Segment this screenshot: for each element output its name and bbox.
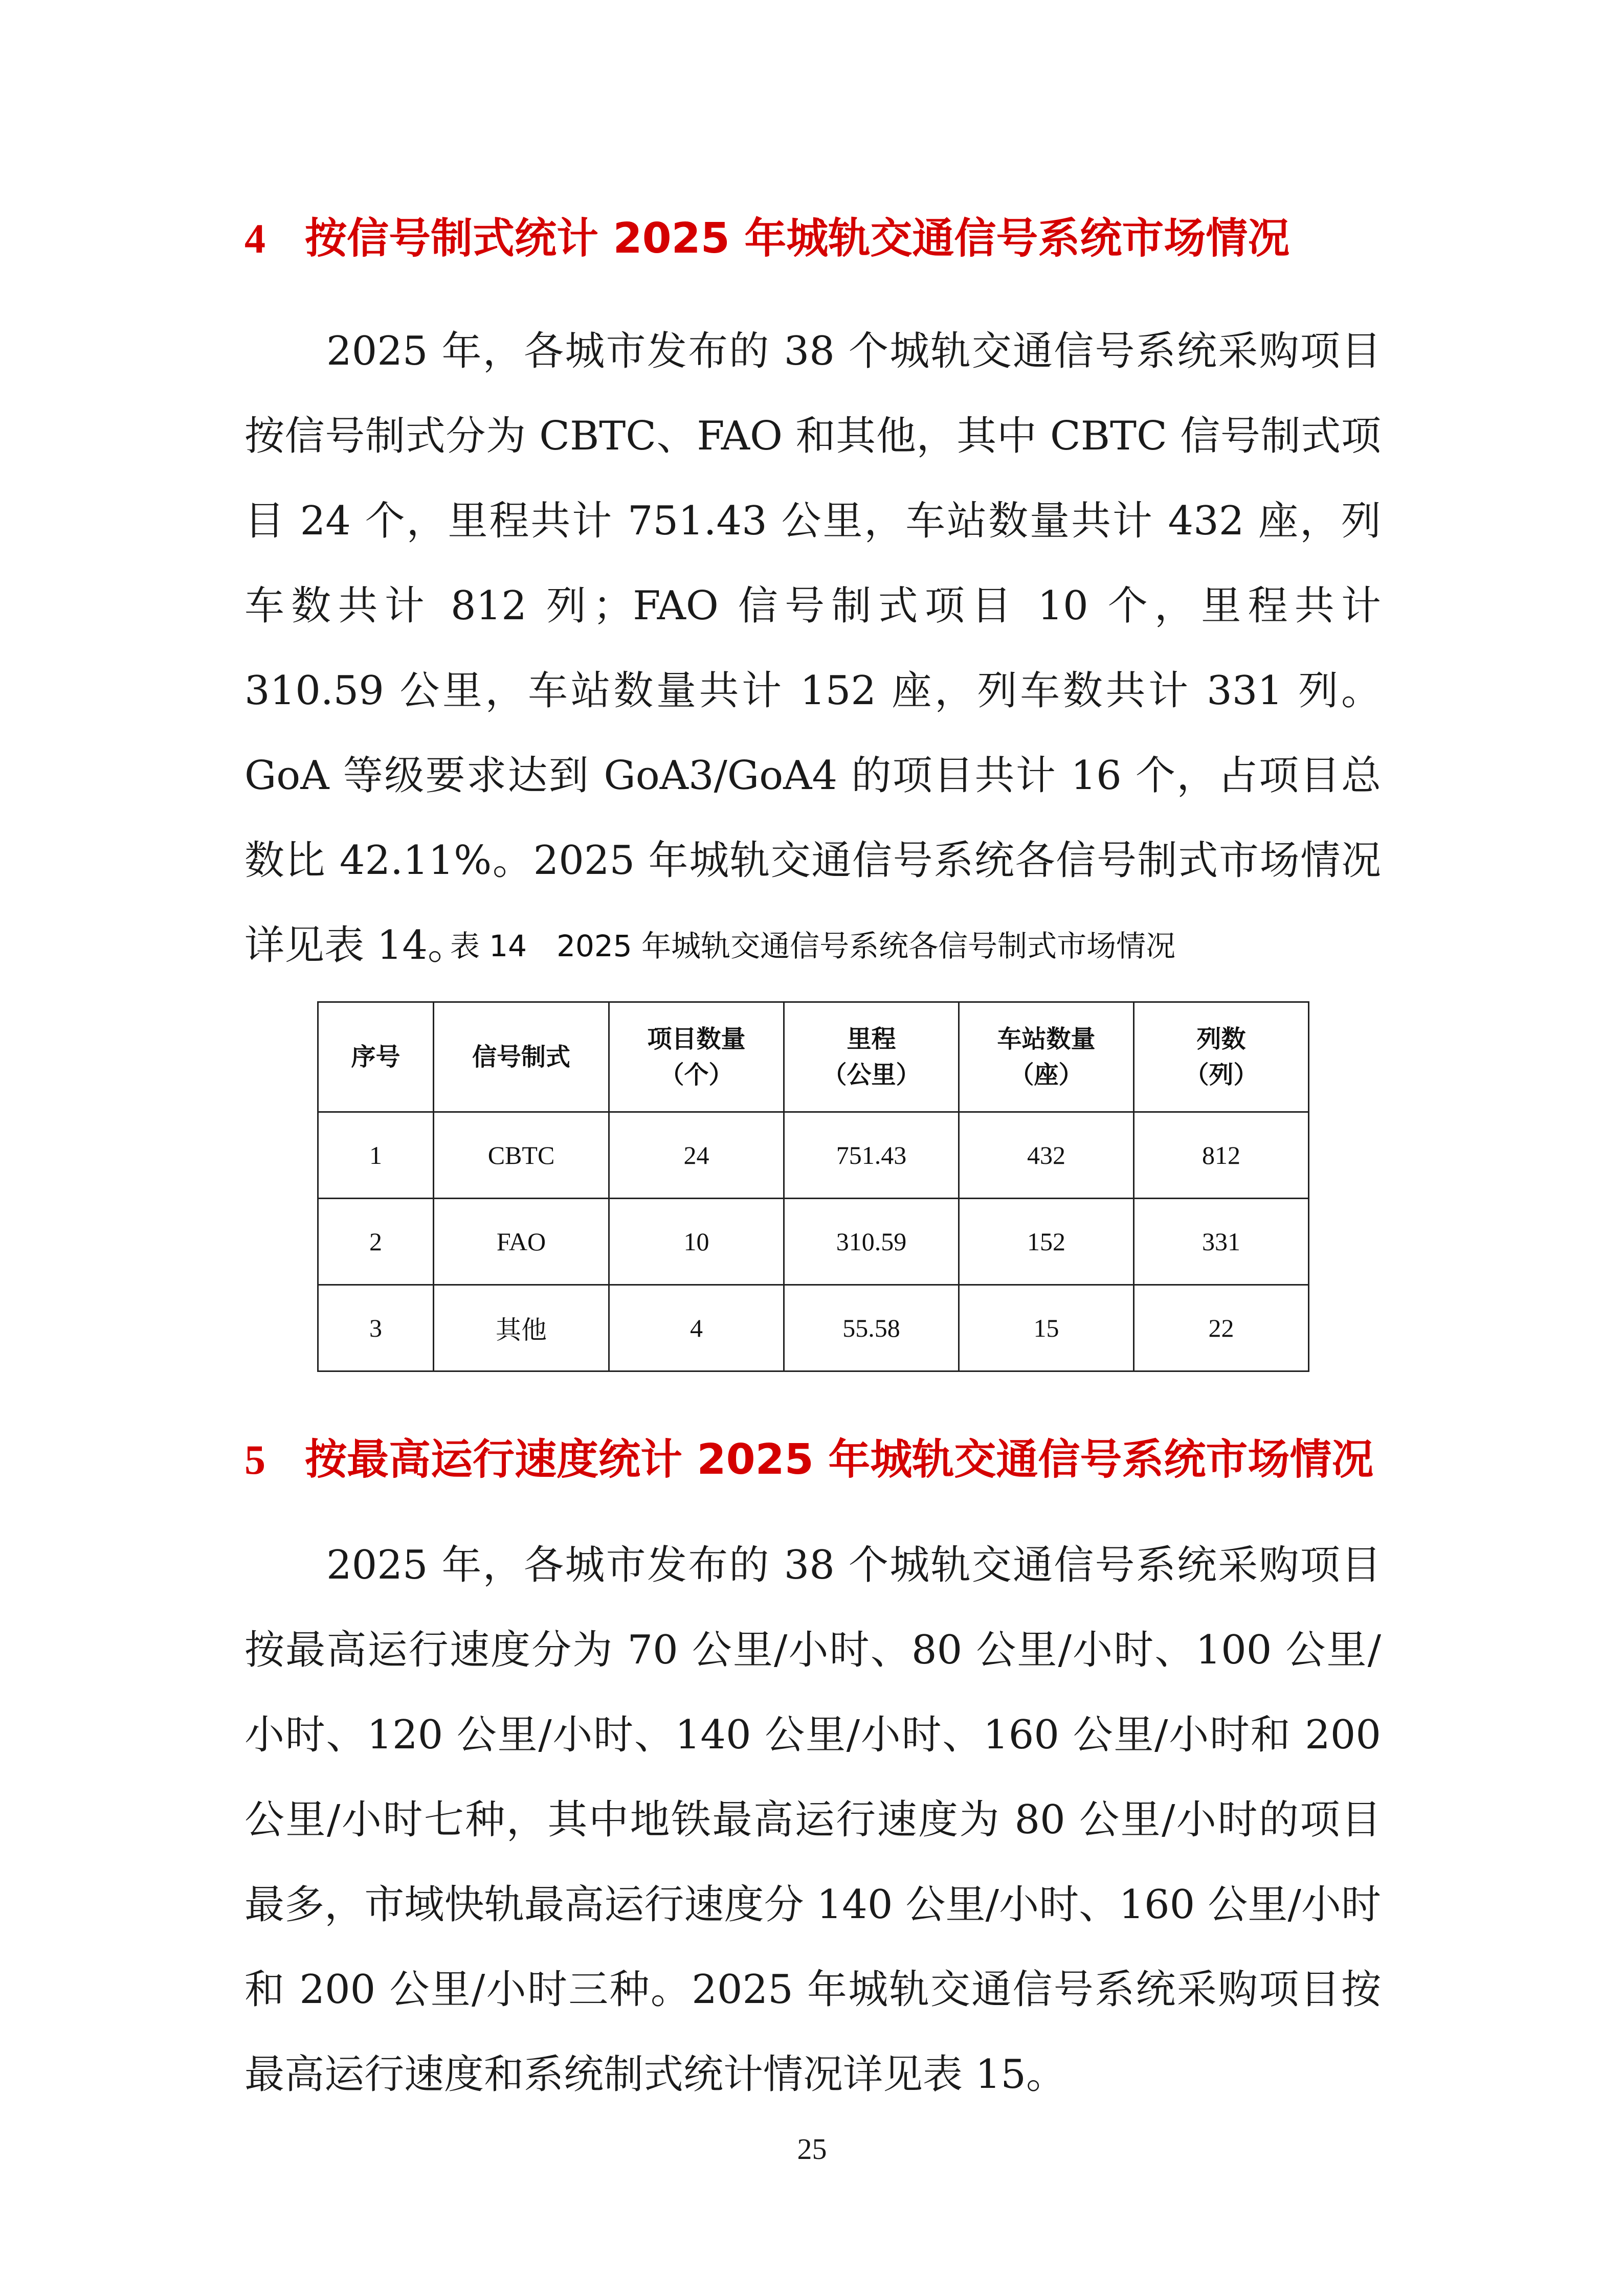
section-4-paragraph: 2025 年，各城市发布的 38 个城轨交通信号系统采购项目按信号制式分为 CBTC、FAO 和其他，其中 CBTC 信号制式项目 24 个，里程共计 751.43 公里，车站数量共计 432 座，列车数共计 812 列；FAO 信号制式项目 10 个，里程共计 310.59 公里，车站数量共计 152 座，列车数共计 331 列。GoA 等级要求达到 GoA3/GoA4 的项目共计 16 个，占项目总数比 42.11%。2025 年城轨交通信号系统各信号制式市场情况详见表 14。 (244, 328, 1381, 969)
table-cell: 24 (609, 1112, 784, 1199)
table-cell: 3 (318, 1285, 434, 1371)
table-cell: 751.43 (784, 1112, 959, 1199)
table-row (318, 1112, 1309, 1199)
header-signal-mode: 信号制式 (434, 1002, 609, 1112)
header-project-count: 项目数量 （个） (609, 1002, 784, 1112)
table-cell: 2 (318, 1199, 434, 1285)
table-cell: 1 (318, 1112, 434, 1199)
table-14-caption: 表 14 2025 年城轨交通信号系统各信号制式市场情况 (450, 929, 1176, 963)
table-cell: 331 (1134, 1199, 1309, 1285)
page-number: 25 (797, 2132, 827, 2166)
table-cell: 4 (609, 1285, 784, 1371)
table-cell: 其他 (434, 1285, 609, 1371)
header-train-count: 列数 （列） (1134, 1002, 1309, 1112)
header-station-count: 车站数量 （座） (959, 1002, 1134, 1112)
table-row (318, 1199, 1309, 1285)
table-header-row (318, 1002, 1309, 1112)
table-cell: 310.59 (784, 1199, 959, 1285)
section-5-number: 5 (244, 1436, 265, 1483)
section-5-heading (244, 1432, 1390, 1488)
header-index: 序号 (318, 1002, 434, 1112)
table-cell: 55.58 (784, 1285, 959, 1371)
section-5-paragraph: 2025 年，各城市发布的 38 个城轨交通信号系统采购项目按最高运行速度分为 70 公里/小时、80 公里/小时、100 公里/小时、120 公里/小时、140 公里/小时、160 公里/小时和 200 公里/小时七种，其中地铁最高运行速度为 80 公里/小时的项目最多，市域快轨最高运行速度分 140 公里/小时、160 公里/小时和 200 公里/小时三种。2025 年城轨交通信号系统采购项目按最高运行速度和系统制式统计情况详见表 15。 (244, 1542, 1381, 2098)
table-cell: FAO (434, 1199, 609, 1285)
table-cell: 22 (1134, 1285, 1309, 1371)
table-cell: 152 (959, 1199, 1134, 1285)
table-cell: 10 (609, 1199, 784, 1285)
table-cell: 15 (959, 1285, 1134, 1371)
section-5-title: 按最高运行速度统计 2025 年城轨交通信号系统市场情况 (305, 1435, 1374, 1484)
section-4-heading (244, 211, 1390, 267)
section-4-number: 4 (244, 215, 265, 262)
table-cell: 812 (1134, 1112, 1309, 1199)
table-cell: 432 (959, 1112, 1134, 1199)
table-14 (317, 1001, 1309, 1372)
section-4-title: 按信号制式统计 2025 年城轨交通信号系统市场情况 (305, 214, 1290, 263)
table-cell: CBTC (434, 1112, 609, 1199)
table-row (318, 1285, 1309, 1371)
header-mileage: 里程 （公里） (784, 1002, 959, 1112)
